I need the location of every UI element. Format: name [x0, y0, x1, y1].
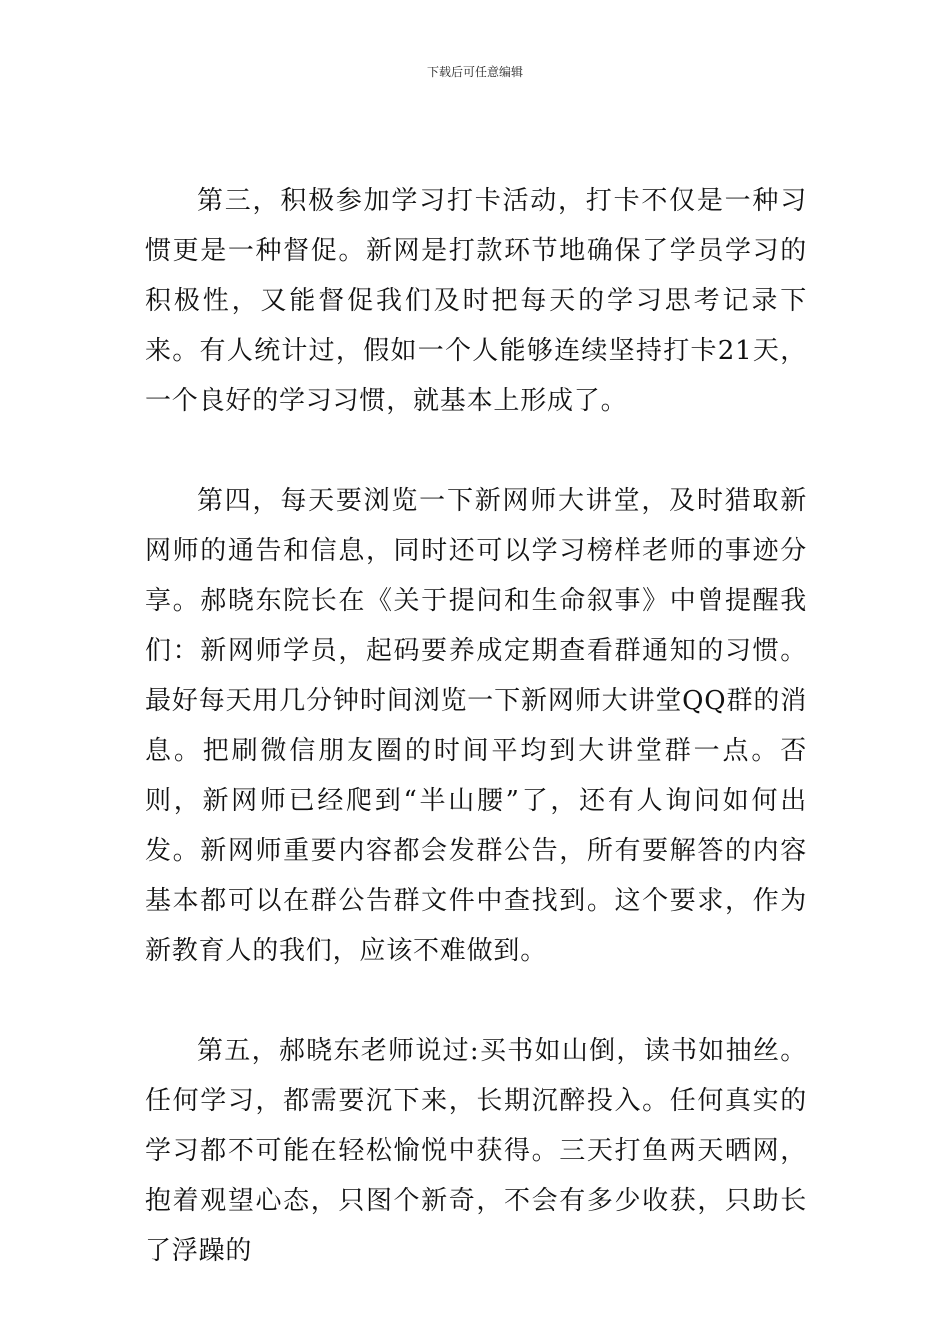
document-body — [145, 176, 807, 1276]
paragraph-fourth: 第四，每天要浏览一下新网师大讲堂，及时猎取新网师的通告和信息，同时还可以学习榜样老师的事迹分享。郝晓东院长在《关于提问和生命叙事》中曾提醒我们：新网师学员，起码要养成定期查看群通知的习惯。最好每天用几分钟时间浏览一下新网师大讲堂QQ群的消息。把刷微信朋友圈的时间平均到大讲堂群一点。否则，新网师已经爬到“半山腰”了，还有人询问如何出发。新网师重要内容都会发群公告，所有要解答的内容基本都可以在群公告群文件中查找到。这个要求，作为新教育人的我们，应该不难做到。 — [145, 486, 807, 966]
paragraph-third: 第三，积极参加学习打卡活动，打卡不仅是一种习惯更是一种督促。新网是打款环节地确保了学员学习的积极性，又能督促我们及时把每天的学习思考记录下来。有人统计过，假如一个人能够连续坚持打卡21天，一个良好的学习习惯，就基本上形成了。 — [145, 186, 807, 416]
paragraph-fifth: 第五，郝晓东老师说过:买书如山倒，读书如抽丝。任何学习，都需要沉下来，长期沉醉投入。任何真实的学习都不可能在轻松愉悦中获得。三天打鱼两天晒网，抱着观望心态，只图个新奇，不会有多少收获，只助长了浮躁的 — [145, 1036, 807, 1266]
page-header: 下载后可任意编辑 — [426, 65, 523, 79]
